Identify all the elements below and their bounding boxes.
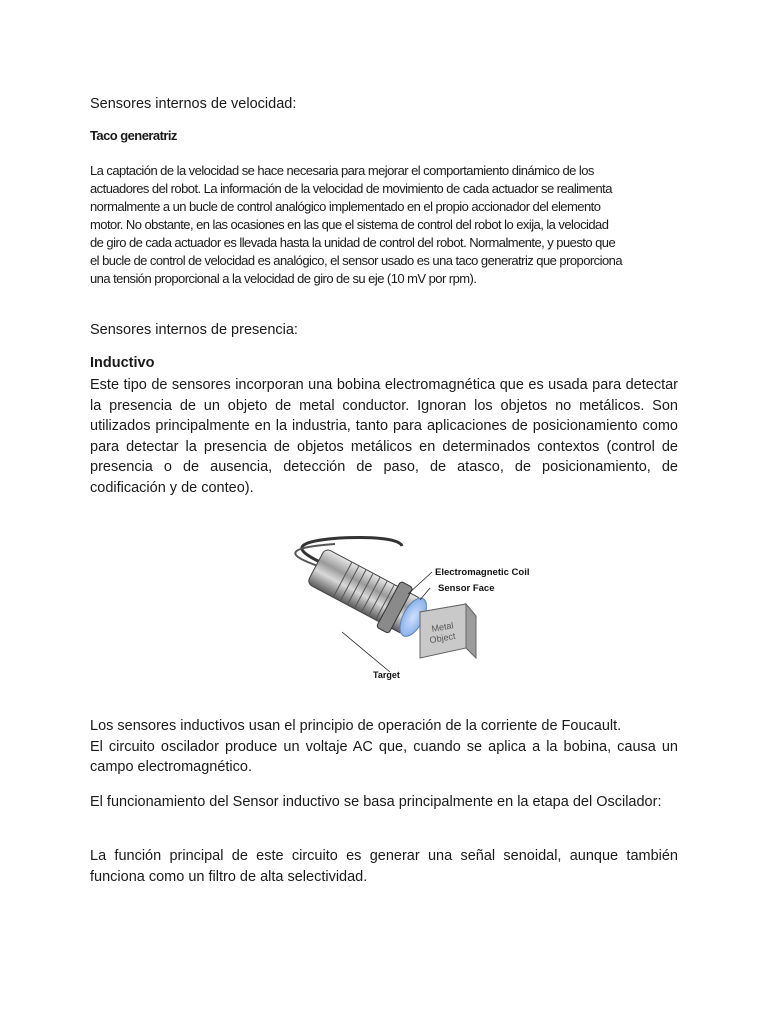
paragraph-oscilador: El funcionamiento del Sensor inductivo se basa principalmente en la etapa del Oscilador: xyxy=(90,794,662,810)
cable xyxy=(302,537,402,562)
text-line: motor. No obstante, en las ocasiones en las que el sistema de control del robot lo exija, la velocidad xyxy=(90,217,609,232)
subheading-taco-generatriz: Taco generatriz xyxy=(90,128,177,143)
text-line: una tensión proporcional a la velocidad de giro de su eje (10 mV por rpm). xyxy=(90,271,477,286)
label-target: Target xyxy=(373,670,400,680)
text-line: de giro de cada actuador es llevada hasta la unidad de control del robot. Normalmente, y puesto que xyxy=(90,235,616,250)
subheading-inductivo: Inductivo xyxy=(90,355,155,371)
text-line: normalmente a un bucle de control analógico implementado en el propio accionador del elemento xyxy=(90,199,601,214)
label-sensor-face: Sensor Face xyxy=(438,583,495,594)
paragraph-funcion: La función principal de este circuito es generar una señal senoidal, aunque también funciona como un filtro de alta selectividad. xyxy=(90,848,678,885)
section-heading-presencia: Sensores internos de presencia: xyxy=(90,322,298,338)
paragraph-taco-generatriz xyxy=(90,162,690,288)
object-label-line2: Object xyxy=(428,630,457,646)
inductive-sensor-figure xyxy=(280,532,530,682)
metal-object xyxy=(420,604,476,658)
text-line: El circuito oscilador produce un voltaje AC que, cuando se aplica a la bobina, causa un campo electromagnético. xyxy=(90,738,678,775)
text-line: el bucle de control de velocidad es analógico, el sensor usado es una taco generatriz que proporciona xyxy=(90,253,623,268)
object-label-line1: Metal xyxy=(430,620,455,634)
paragraph-inductivo: Este tipo de sensores incorporan una bobina electromagnética que es usada para detectar la presencia de un objeto de metal conductor. Ignoran los objetos no metálicos. Son utilizados principalmente en la industria, tanto para aplicaciones de posicionamiento como para detectar la presencia de objetos metálicos en determinados contextos (control de presencia o de ausencia, detección de paso, de atasco, de posicionamiento, de codificación y de conteo). xyxy=(90,377,678,496)
text-line: La captación de la velocidad se hace necesaria para mejorar el comportamiento dinámico de los xyxy=(90,163,594,178)
label-electromagnetic-coil: Electromagnetic Coil xyxy=(435,567,530,578)
sensor-body xyxy=(304,543,434,645)
text-line: Los sensores inductivos usan el principio de operación de la corriente de Foucault. xyxy=(90,718,622,734)
paragraph-foucault xyxy=(90,716,678,778)
section-heading-velocidad: Sensores internos de velocidad: xyxy=(90,96,297,112)
text-line: actuadores del robot. La información de la velocidad de movimiento de cada actuador se realimenta xyxy=(90,181,612,196)
